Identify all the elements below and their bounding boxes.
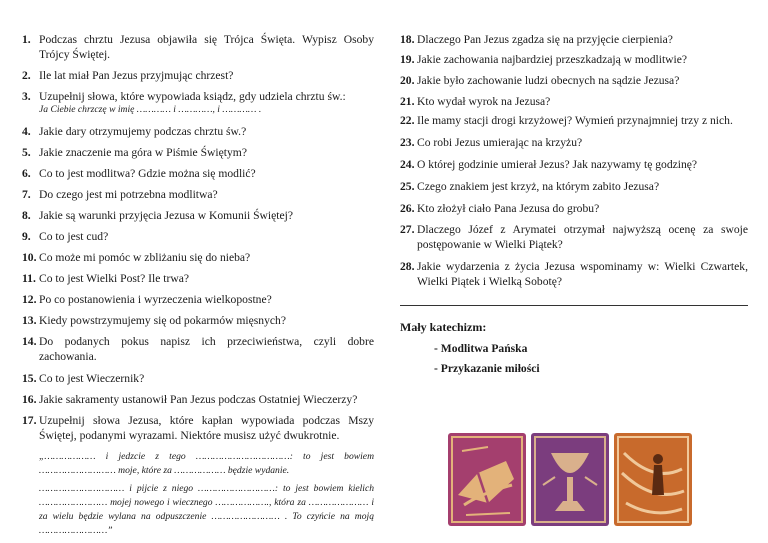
question-5: 5. Jakie znaczenie ma góra w Piśmie Świętym? [22,146,247,159]
section-divider [400,305,748,306]
question-17: 17. Uzupełnij słowa Jezusa, które kapłan wypowiada podczas Mszy Świętej, podanymi wyrazami. Niektóre musisz użyć dwukrotnie. [22,414,374,443]
question-15: 15. Co to jest Wieczernik? [22,372,145,385]
katechizm-item-przykazanie: - Przykazanie miłości [434,362,540,375]
question-7: 7. Do czego jest mi potrzebna modlitwa? [22,188,218,201]
question-4: 4. Jakie dary otrzymujemy podczas chrztu św.? [22,125,247,138]
question-12: 12. Po co postanowienia i wyrzeczenia wielkopostne? [22,293,272,306]
question-22: 22. Ile mamy stacji drogi krzyżowej? Wymień przynajmniej trzy z nich. [400,114,733,127]
question-16: 16. Jakie sakramenty ustanowił Pan Jezus podczas Ostatniej Wieczerzy? [22,393,358,406]
question-18: 18. Dlaczego Pan Jezus zgadza się na przyjęcie cierpienia? [400,33,673,46]
question-8: 8. Jakie są warunki przyjęcia Jezusa w Komunii Świętej? [22,209,294,222]
question-26: 26. Kto złożył ciało Pana Jezusa do grobu? [400,202,600,215]
question-28: 28. Jakie wydarzenia z życia Jezusa wspominamy w: Wielki Czwartek, Wielki Piątek i Wielką Sobotę? [400,260,748,289]
illustration-tiles [448,433,693,526]
question-10: 10. Co może mi pomóc w zbliżaniu się do nieba? [22,251,251,264]
katechizm-item-modlitwa: - Modlitwa Pańska [434,342,528,355]
question-11: 11. Co to jest Wielki Post? Ile trwa? [22,272,190,285]
question-14: 14. Do podanych pokus napisz ich przeciwieństwa, czyli dobre zachowania. [22,335,374,364]
question-1: 1. Podczas chrztu Jezusa objawiła się Trójca Święta. Wypisz Osoby Trójcy Świętej. [22,33,374,62]
question-19: 19. Jakie zachowania najbardziej przeszkadzają w modlitwie? [400,53,688,66]
question-27: 27. Dlaczego Józef z Arymatei otrzymał najwyższą ocenę za swoje postępowanie w Wielki Piątek? [400,223,748,252]
question-25: 25. Czego znakiem jest krzyż, na którym zabito Jezusa? [400,180,660,193]
question-2: 2. Ile lat miał Pan Jezus przyjmując chrzest? [22,69,234,82]
praying-figure-icon [614,433,692,526]
question-13: 13. Kiedy powstrzymujemy się od pokarmów mięsnych? [22,314,286,327]
question-24: 24. O której godzinie umierał Jezus? Jak nazywamy tę godzinę? [400,158,698,171]
question-6: 6. Co to jest modlitwa? Gdzie można się modlić? [22,167,256,180]
baptism-formula: Ja Ciebie chrzczę w imię ………… i …………, i ………… . [39,104,262,115]
chalice-icon [531,433,609,526]
question-20: 20. Jakie było zachowanie ludzi obecnych na sądzie Jezusa? [400,74,680,87]
question-21: 21. Kto wydał wyrok na Jezusa? [400,95,551,108]
question-9: 9. Co to jest cud? [22,230,109,243]
question-3: 3. Uzupełnij słowa, które wypowiada ksiądz, gdy udziela chrztu św.: [22,90,346,103]
book-icon [448,433,526,526]
consecration-bread-fill: „……………… i jedzcie z tego ……………………………: to jest bowiem ……………………… moje, które za ……………… będzie wydanie. [39,451,374,476]
question-23: 23. Co robi Jezus umierając na krzyżu? [400,136,583,149]
consecration-wine-fill: ………………………… i pijcie z niego ………………………: to jest bowiem kielich …………………… mojej nowego i wiecznego ………………., która za ………………… i za wielu będzie wylana na odpuszczenie …………………… . To czyńcie na moją ……………………” [39,483,374,536]
katechizm-title: Mały katechizm: [400,320,487,334]
